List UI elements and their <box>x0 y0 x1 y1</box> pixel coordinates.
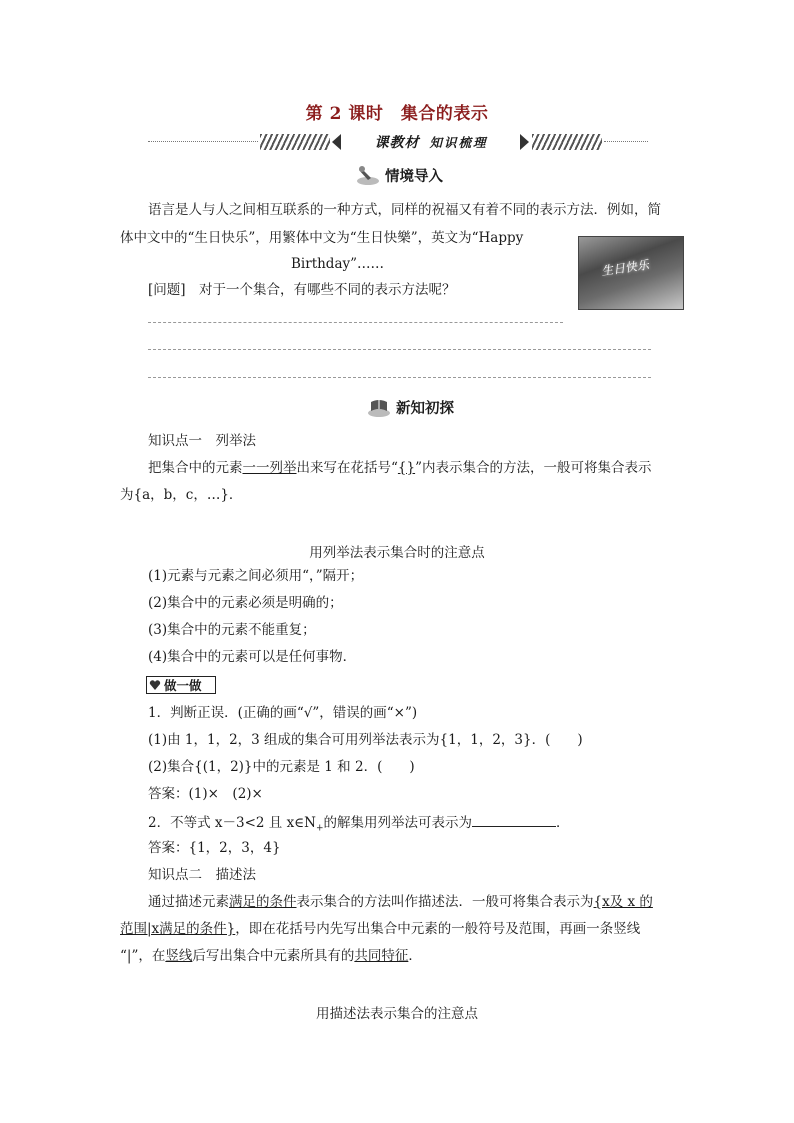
question-1-2: (2)集合{(1，2)}中的元素是 1 和 2．( ) <box>148 759 415 775</box>
dotted-rule-left <box>148 141 258 142</box>
kp1-l1-b: 出来写在花括号“ <box>296 460 398 476</box>
notes1-item: (1)元素与元素之间必须用“，”隔开； <box>148 568 364 584</box>
question-2-end: ． <box>556 815 570 831</box>
lesson-title: 第 2 课时 集合的表示 <box>305 104 489 124</box>
kp2-l3-underlined-1: 竖线 <box>165 948 193 964</box>
banner-bold-text: 课教材 <box>374 135 420 151</box>
birthday-image-caption: 生日快乐 <box>600 257 650 279</box>
practice-badge-text: 做一做 <box>164 678 202 693</box>
notes1-item: (3)集合中的元素不能重复； <box>148 622 316 638</box>
kp2-l3-underlined-2: 共同特征 <box>354 948 409 964</box>
question-2-a: 2．不等式 x－3<2 且 x∈N <box>148 815 316 831</box>
kp2-l2-b: ，即在花括号内先写出集合中元素的一般符号及范围，再画一条竖线 <box>235 921 641 937</box>
arrow-left-icon <box>332 134 341 150</box>
answer-blank[interactable] <box>472 812 556 827</box>
book-icon <box>366 396 392 418</box>
question-1: 1．判断正误．(正确的画“√”，错误的画“×”) <box>148 705 418 721</box>
heart-icon <box>149 679 161 691</box>
question-tag: [问题] <box>148 282 186 298</box>
answer-1: 答案：(1)× (2)× <box>148 786 263 802</box>
banner-label <box>356 132 506 152</box>
kp2-l1-b: 表示集合的方法叫作描述法．一般可将集合表示为 <box>296 894 594 910</box>
intro-para-line1: 语言是人与人之间相互联系的一种方式，同样的祝福又有着不同的表示方法．例如，简 <box>148 202 661 218</box>
kp1-l1-underlined: 一一列举 <box>242 460 297 476</box>
answer-line-1 <box>148 322 563 323</box>
question-2-sub: + <box>316 823 324 834</box>
new-heading <box>366 396 454 418</box>
kp2-line2 <box>120 920 640 938</box>
question-1-1: (1)由 1，1，2，3 组成的集合可用列举法表示为{1，1，2，3}．( ) <box>148 732 583 748</box>
kp1-line2: 为{a，b，c，…}． <box>120 487 243 503</box>
answer-line-2 <box>148 349 651 350</box>
kp1-line1 <box>148 459 652 477</box>
notes1-item: (2)集合中的元素必须是明确的； <box>148 595 343 611</box>
question-line <box>148 281 456 299</box>
kp2-l3-b: 后写出集合中元素所具有的 <box>192 948 355 964</box>
notes2-title: 用描述法表示集合的注意点 <box>316 1006 478 1022</box>
answer-line-3 <box>148 377 651 378</box>
stripe-left <box>260 134 330 150</box>
intro-para-line3: Birthday”…… <box>291 256 385 272</box>
kp2-line1 <box>148 893 653 911</box>
new-heading-text: 新知初探 <box>396 399 454 417</box>
notes1-item: (4)集合中的元素可以是任何事物． <box>148 649 357 665</box>
dotted-rule-right <box>604 141 648 142</box>
practice-badge <box>146 676 216 694</box>
kp2-l2-underlined: 范围|x满足的条件} <box>120 921 236 937</box>
kp2-l1-underlined-2: {x及 x 的 <box>593 894 653 910</box>
answer-2: 答案：{1，2，3，4} <box>148 840 281 856</box>
kp2-l3-c: ． <box>408 948 422 964</box>
kp1-title: 知识点一 列举法 <box>148 433 256 449</box>
question-2-b: 的解集用列举法可表示为 <box>323 815 473 831</box>
banner-sub-text: 知识梳理 <box>429 135 488 150</box>
intro-heading-text: 情境导入 <box>385 167 443 185</box>
birthday-image <box>578 236 684 310</box>
pen-icon <box>355 164 381 186</box>
notes1-title: 用列举法表示集合时的注意点 <box>309 545 485 561</box>
intro-para-line2: 体中文中的“生日快乐”，用繁体中文为“生日快樂”，英文为“Happy <box>120 230 524 246</box>
stripe-right <box>532 134 602 150</box>
kp2-l1-underlined-1: 满足的条件 <box>229 894 297 910</box>
section-banner <box>148 131 648 153</box>
kp2-line3 <box>120 947 422 965</box>
kp1-l1-brace: {} <box>397 460 416 476</box>
kp1-l1-c: ”内表示集合的方法，一般可将集合表示 <box>415 460 652 476</box>
kp2-l1-a: 通过描述元素 <box>148 894 229 910</box>
arrow-right-icon <box>520 134 529 150</box>
kp2-title: 知识点二 描述法 <box>148 867 256 883</box>
kp1-l1-a: 把集合中的元素 <box>148 460 243 476</box>
question-2 <box>148 812 570 838</box>
question-text: 对于一个集合，有哪些不同的表示方法呢？ <box>199 282 456 298</box>
intro-heading <box>355 164 443 186</box>
kp2-l3-a: “|”，在 <box>120 948 166 964</box>
